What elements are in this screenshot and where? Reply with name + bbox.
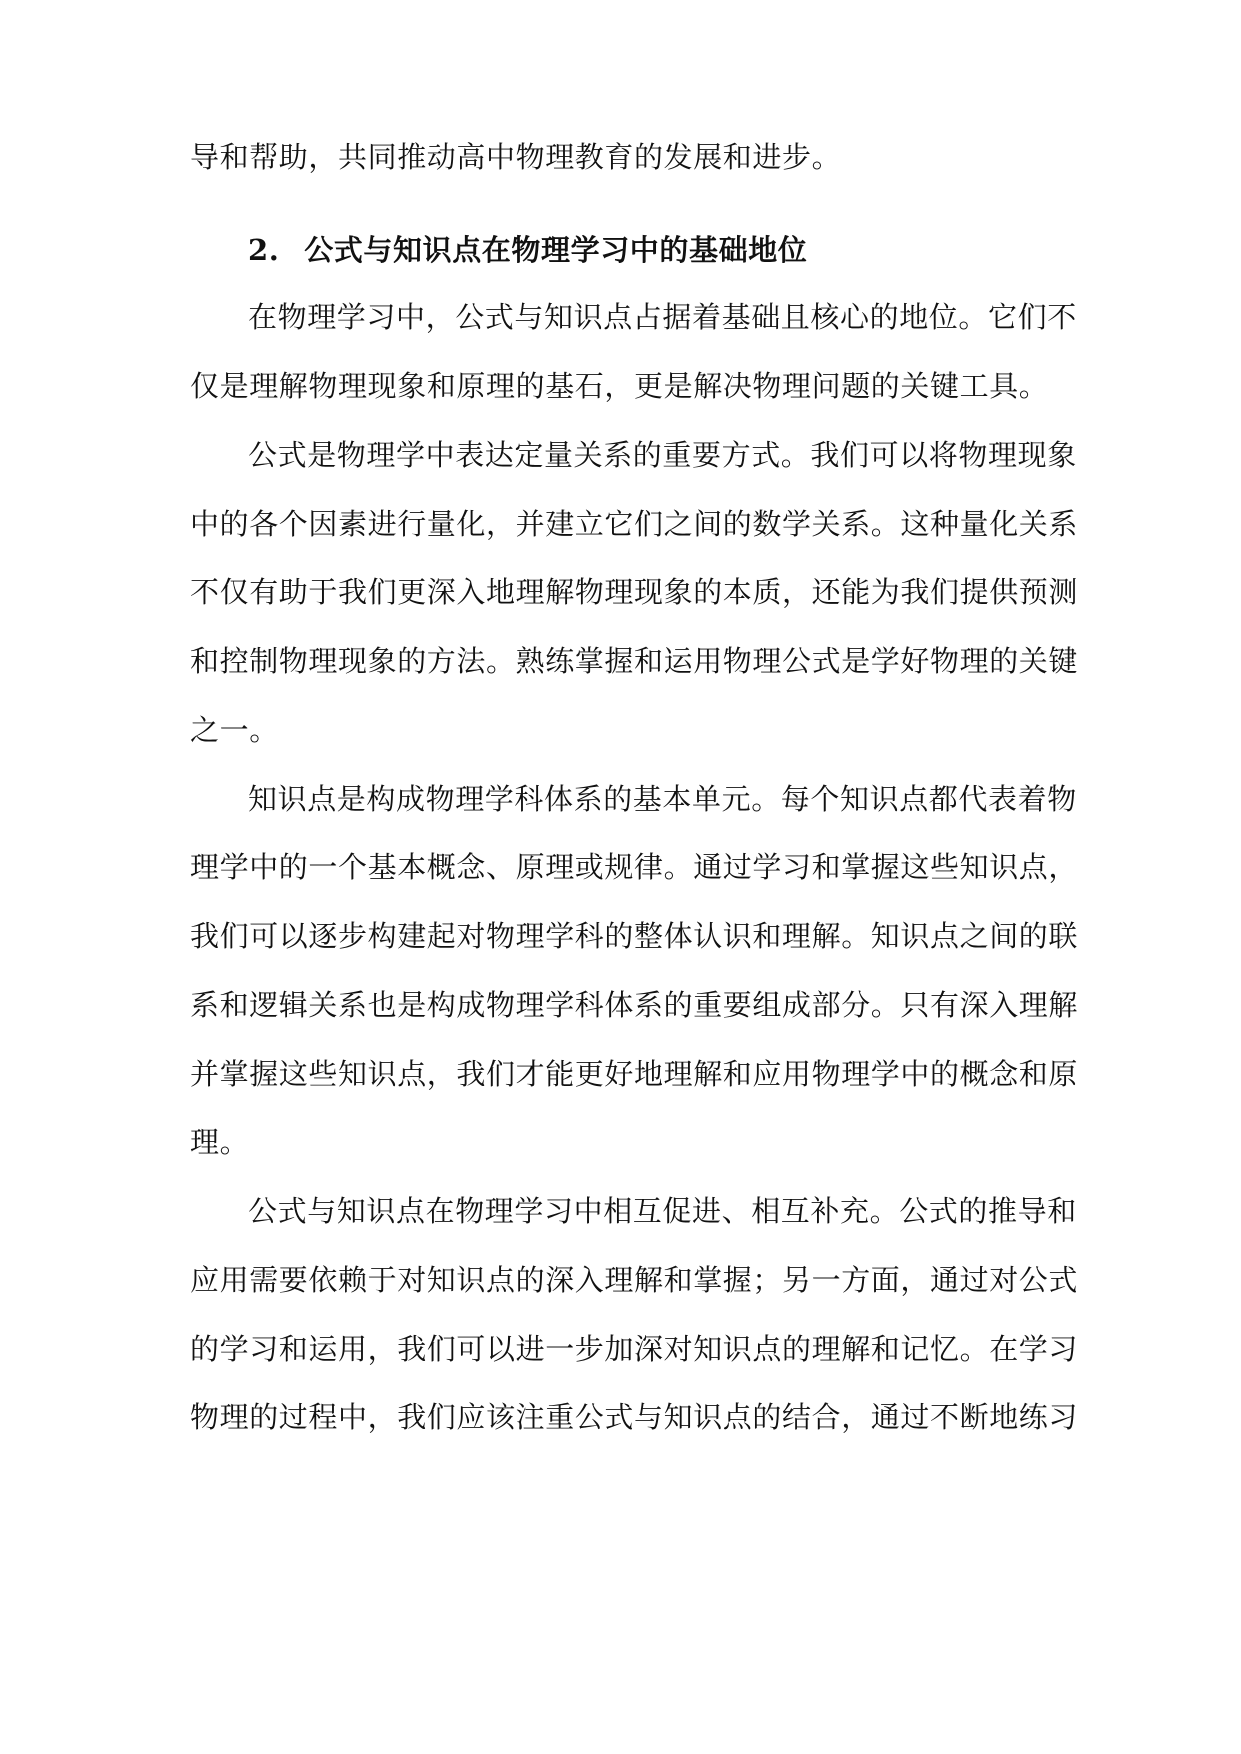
section-title: 公式与知识点在物理学习中的基础地位 (304, 233, 808, 267)
section-heading (248, 230, 1128, 270)
paragraph-line: 和控制物理现象的方法。熟练掌握和运用物理公式是学好物理的关键 (190, 644, 1079, 678)
paragraph-line: 在物理学习中，公式与知识点占据着基础且核心的地位。它们不 (248, 300, 1077, 334)
paragraph-line: 之一。 (190, 713, 279, 747)
paragraph-line: 知识点是构成物理学科体系的基本单元。每个知识点都代表着物 (248, 782, 1077, 816)
paragraph-line: 公式与知识点在物理学习中相互促进、相互补充。公式的推导和 (248, 1194, 1077, 1228)
section-number: 2. (248, 233, 280, 267)
paragraph-line: 我们可以逐步构建起对物理学科的整体认识和理解。知识点之间的联 (190, 919, 1079, 953)
paragraph-line: 理学中的一个基本概念、原理或规律。通过学习和掌握这些知识点， (190, 850, 1079, 884)
paragraph-line: 仅是理解物理现象和原理的基石，更是解决物理问题的关键工具。 (190, 369, 1049, 403)
paragraph-line: 中的各个因素进行量化，并建立它们之间的数学关系。这种量化关系 (190, 507, 1079, 541)
paragraph-line: 公式是物理学中表达定量关系的重要方式。我们可以将物理现象 (248, 438, 1077, 472)
paragraph-line: 的学习和运用，我们可以进一步加深对知识点的理解和记忆。在学习 (190, 1332, 1079, 1366)
paragraph-line: 应用需要依赖于对知识点的深入理解和掌握；另一方面，通过对公式 (190, 1263, 1079, 1297)
paragraph-line: 不仅有助于我们更深入地理解物理现象的本质，还能为我们提供预测 (190, 575, 1079, 609)
paragraph-line: 并掌握这些知识点，我们才能更好地理解和应用物理学中的概念和原 (190, 1057, 1079, 1091)
intro-tail-line: 导和帮助，共同推动高中物理教育的发展和进步。 (190, 140, 842, 174)
paragraph-line: 物理的过程中，我们应该注重公式与知识点的结合，通过不断地练习 (190, 1400, 1079, 1434)
paragraph-line: 理。 (190, 1125, 250, 1159)
paragraph-line: 系和逻辑关系也是构成物理学科体系的重要组成部分。只有深入理解 (190, 988, 1079, 1022)
